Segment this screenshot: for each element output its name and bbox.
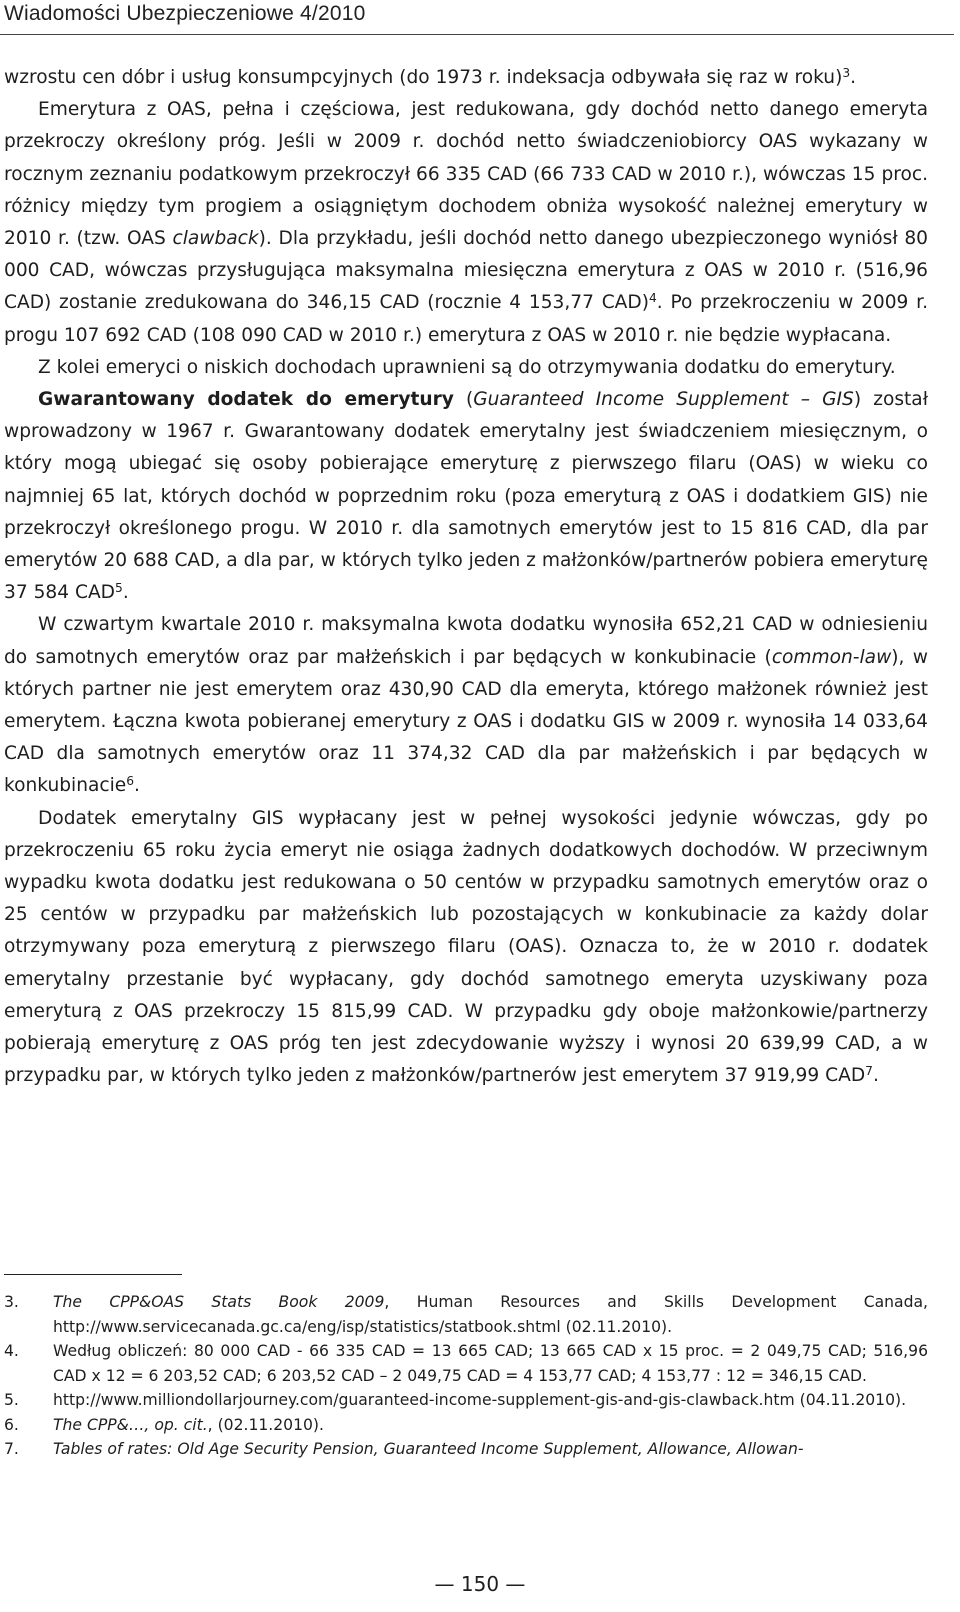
paragraph-5: W czwartym kwartale 2010 r. maksymalna kwota dodatku wynosiła 652,21 CAD w odniesieniu do samotnych emerytów oraz par małżeńskich i par będących w konkubinacie (common-law), w których partner nie jest emerytem oraz 430,90 CAD dla emeryta, którego małżonek również jest emerytem. Łączna kwota pobieranej emerytury z OAS i dodatku GIS w 2009 r. wynosiła 14 033,64 CAD dla samotnych emerytów oraz 11 374,32 CAD dla par małżeńskich i par będących w konkubinacie$^6$. (4, 614, 928, 797)
footnote-ref-4[interactable]: 4 (648, 291, 657, 306)
page-number: — 150 — (434, 1572, 526, 1596)
footnotes (4, 1290, 928, 1462)
paragraph-4: Gwarantowany dodatek do emerytury (Guaranteed Income Supplement – GIS) został wprowadzony w 1967 r. Gwarantowany dodatek emerytalny jest świadczeniem miesięcznym, o który mogą ubiegać się osoby pobierające emeryturę z pierwszego filaru (OAS) w wieku co najmniej 65 lat, których dochód w poprzednim roku (poza emeryturą z OAS i dodatkiem GIS) nie przekroczył określonego progu. W 2010 r. dla samotnych emerytów jest to 15 816 CAD, dla par emerytów 20 688 CAD, a dla par, w których tylko jeden z małżonków/partnerów pobiera emeryturę 37 584 CAD$^5$. (4, 389, 928, 604)
paragraph-2: Emerytura z OAS, pełna i częściowa, jest redukowana, gdy dochód netto danego emeryta przekroczy określony próg. Jeśli w 2009 r. dochód netto świadczeniobiorcy OAS wykazany w rocznym zeznaniu podatkowym przekroczył 66 335 CAD (66 733 CAD w 2010 r.), wówczas 15 proc. różnicy między tym progiem a osiągniętym dochodem obniża wysokość należnej emerytury w 2010 r. (tzw. OAS clawback). Dla przykładu, jeśli dochód netto danego ubezpieczonego wyniósł 80 000 CAD, wówczas przysługująca maksymalna miesięczna emerytura z OAS w 2010 r. (516,96 CAD) zostanie zredukowana do 346,15 CAD (rocznie 4 153,77 CAD)$^4$. Po przekroczeniu w 2009 r. progu 107 692 CAD (108 090 CAD w 2010 r.) emerytura z OAS w 2010 r. nie będzie wypłacana. (4, 99, 929, 346)
footnote-4: 4. Według obliczeń: 80 000 CAD - 66 335 CAD = 13 665 CAD; 13 665 CAD x 15 proc. = 2 049,75 CAD; 516,96 CAD x 12 = 6 203,52 CAD; 6 203,52 CAD – 2 049,75 CAD = 4 153,77 CAD; 4 153,77 : 12 = 346,15 CAD. (4, 1342, 928, 1385)
paragraph-3: Z kolei emeryci o niskich dochodach uprawnieni są do otrzymywania dodatku do emerytury. (38, 356, 896, 378)
footnote-6: 6. The CPP&…, op. cit., (02.11.2010). (4, 1415, 324, 1434)
paragraph-1: wzrostu cen dóbr i usług konsumpcyjnych (do 1973 r. indeksacja odbywała się raz w roku)$^3$. (4, 65, 857, 88)
footnote-ref-5[interactable]: 5 (115, 581, 123, 596)
footnote-ref-7[interactable]: 7 (865, 1064, 873, 1079)
footnote-3: 3. The CPP&OAS Stats Book 2009, Human Resources and Skills Development Canada, http://www.servicecanada.gc.ca/eng/isp/statistics/statbook.shtml (02.11.2010). (4, 1293, 928, 1336)
footnote-7: 7. Tables of rates: Old Age Security Pension, Guaranteed Income Supplement, Allowance, Allowan- (4, 1440, 804, 1458)
paragraph-6: Dodatek emerytalny GIS wypłacany jest w pełnej wysokości jedynie wówczas, gdy po przekroczeniu 65 roku życia emeryt nie osiąga żadnych dodatkowych dochodów. W przeciwnym wypadku kwota dodatku jest redukowana o 50 centów w przypadku samotnych emerytów oraz o 25 centów w przypadku par małżeńskich lub pozostających w konkubinacie za każdy dolar otrzymywany poza emeryturą z pierwszego filaru (OAS). Oznacza to, że w 2010 r. dodatek emerytalny przestanie być wypłacany, gdy dochód samotnego emeryta uzyskiwany poza emeryturą z OAS przekroczy 15 815,99 CAD. W przypadku gdy oboje małżonkowie/partnerzy pobierają emeryturę z OAS próg ten jest zdecydowanie wyższy i wynosi 20 639,99 CAD, a w przypadku par, w których tylko jeden z małżonków/partnerów jest emerytem 37 919,99 CAD$^7$. (4, 807, 928, 1087)
footnote-ref-6[interactable]: 6 (126, 774, 135, 789)
body-text (4, 62, 928, 1093)
header-rule (0, 34, 954, 35)
footnote-ref-3[interactable]: 3 (842, 65, 851, 80)
footnote-5: 5. http://www.milliondollarjourney.com/guaranteed-income-supplement-gis-and-gis-clawback.htm (04.11.2010). (4, 1391, 907, 1409)
footnote-rule (4, 1274, 182, 1275)
running-header: Wiadomości Ubezpieczeniowe 4/2010 (4, 2, 366, 25)
gis-heading: Gwarantowany dodatek do emerytury (38, 389, 454, 411)
